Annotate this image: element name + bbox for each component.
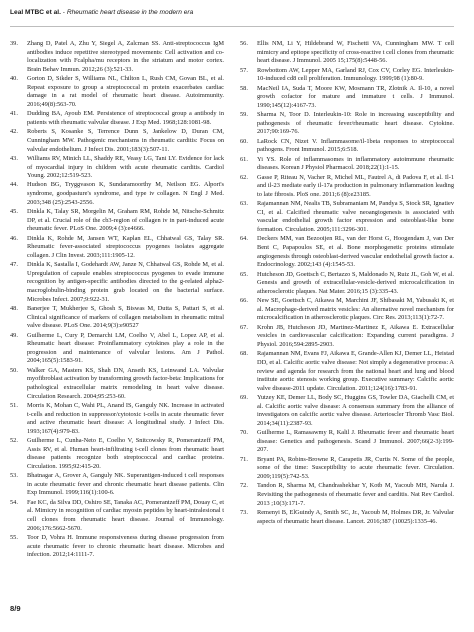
reference-text: Guilherme L, Cunha-Neto E, Coelho V, Snitcowsky R, Pomerantzeff PM, Assis RV, et al. Human heart-infiltrating t-cell clones from rheumatic heart disease patients recognize both streptococcal and cardiac proteins. Circulation. 1995;92:415-20.	[27, 437, 224, 470]
reference-entry	[240, 429, 454, 455]
reference-text: Sharma N, Toor D. Interleukin-10: Role in increasing susceptibility and pathogenesis of rheumatic fever/rheumatic heart disease. Cytokine. 2017;90:169-76.	[257, 111, 454, 136]
reference-text: Roberts S, Kosanke S, Terrence Dunn S, Jankelow D, Duran CM, Cunningham MW. Pathogenic mechanisms in rheumatic carditis: Focus on valvular endothelium. J Infect Dis. 2001;183(3):507-11.	[27, 128, 224, 153]
reference-column-right	[240, 40, 454, 574]
reference-text: Dinkla K, Rohde M, Jansen WT, Kaplan EL, Chhatwal GS, Talay SR. Rheumatic fever-associated streptococcus pyogenes isolates aggregate collagen. J Clin Invest. 2003;111:1905-12.	[27, 234, 224, 259]
reference-number: 44.	[10, 181, 18, 189]
reference-entry	[240, 456, 454, 482]
reference-entry	[240, 271, 454, 297]
references-body	[10, 40, 454, 574]
reference-text: Morris K, Mohan C, Wahi PL, Anand IS, Ganguly NK. Increase in activated t-cells and reduction in suppressor/cytotoxic t-cells in acute rheumatic fever and active rheumatic heart disease: A longitudinal study. J Infect Dis. 1993;167(4):979-83.	[27, 401, 224, 435]
reference-number: 51.	[10, 401, 18, 409]
reference-number: 67.	[240, 323, 248, 331]
running-header	[10, 9, 454, 23]
reference-number: 47.	[10, 261, 18, 269]
reference-text: Guilherme L, Cury P, Demarchi LM, Coelho V, Abel L, Lopez AP, et al. Rheumatic heart disease: Proinflammatory cytokines play a role in the progression and maintenance of valvular lesions. Am J Pathol. 2004;165(5):1583-91.	[27, 331, 224, 365]
reference-number: 64.	[240, 235, 248, 243]
reference-text: Ellis NM, Li Y, Hildebrand W, Fischetti VA, Cunningham MW. T cell mimicry and epitope specificity of cross-reactive t cell clones from rheumatic heart disease. J Immunol. 2005 15;175(8):5448-56.	[257, 40, 454, 65]
reference-entry	[240, 482, 454, 508]
reference-number: 66.	[240, 297, 248, 305]
reference-number: 73.	[240, 509, 248, 517]
reference-number: 48.	[10, 304, 18, 312]
reference-entry	[240, 509, 454, 526]
reference-number: 45.	[10, 208, 18, 216]
reference-text: Rajamannan NM, Nealis TB, Subramaniam M, Pandya S, Stock SR, Ignatiev CI, et al. Calcified rheumatic valve neoangiogenesis is associated with vascular endothelial growth factor expression and osteoblast-like bone formation. Circulation. 2005;111:3296-301.	[257, 200, 454, 234]
reference-entry	[10, 110, 224, 127]
reference-number: 55.	[10, 534, 18, 541]
reference-entry	[240, 394, 454, 428]
reference-text: Remenyi B, ElGuindy A, Smith SC, Jr., Yacoub M, Holmes DR, Jr. Valvular aspects of rheumatic heart disease. Lancet. 2016;387 (10025):1335-46.	[257, 509, 454, 525]
page-number: 8/9	[10, 604, 21, 613]
reference-text: Toor D, Vohra H. Immune responsiveness during disease progression from acute rheumatic fever to chronic rheumatic heart disease. Microbes and infection. 2012;14:1111-7.	[27, 534, 224, 559]
reference-text: Dudding BA, Ayoub EM. Persistence of streptococcal group a antibody in patients with rheumatic valvular disease. J Exp Med. 1968;128:1081-98.	[27, 110, 224, 126]
reference-entry	[10, 499, 224, 533]
reference-entry	[10, 534, 224, 560]
reference-entry	[10, 235, 224, 261]
reference-entry	[240, 85, 454, 111]
header-rule	[10, 26, 454, 27]
reference-text: Bhatnagar A, Grover A, Ganguly NK. Superantigen-induced t cell responses in acute rheumatic fever and chronic rheumatic heart disease patients. Clin Exp Immunol. 1999;116(1):100-6.	[27, 472, 224, 497]
header-authors: Leal MTBC et al.	[10, 9, 61, 16]
reference-text: Banerjee T, Mukherjee S, Ghosh S, Biswas M, Dutta S, Pattari S, et al. Clinical significance of markers of collagen metabolism in rheumatic mitral valve disease. PLoS One. 2014;9(3):e90527	[27, 304, 224, 330]
reference-number: 53.	[10, 472, 18, 480]
reference-text: Rowbottom AW, Lepper MA, Garland RJ, Cox CV, Corley EG. Interleukin-10-induced cd8 cell proliferation. Immunology. 1999;98 (1):80-9.	[257, 66, 454, 83]
reference-entry	[10, 181, 224, 207]
reference-entry	[240, 156, 454, 173]
reference-number: 72.	[240, 482, 248, 490]
reference-entry	[240, 40, 454, 66]
reference-number: 68.	[240, 350, 248, 358]
reference-number: 60.	[240, 137, 248, 145]
reference-number: 59.	[240, 111, 248, 119]
reference-entry	[10, 472, 224, 498]
reference-number: 62.	[240, 173, 248, 181]
reference-text: Dinkla K, Talay SR, Morgelin M, Graham RM, Rohde M, Nitsche-Schmitz DP, et al. Crucial role of the cb3-region of collagen iv in pari-induced acute rheumatic fever. PLoS One. 2009;4 (3):e4666.	[27, 208, 224, 233]
reference-number: 69.	[240, 394, 248, 402]
reference-entry	[10, 305, 224, 331]
reference-text: New SE, Goettsch C, Aikawa M, Marchini JF, Shibasaki M, Yabusaki K, et al. Macrophage-derived matrix vesicles: An alternative novel mechanism for microcalcification in atherosclerotic plaques. Circ Res. 2013;113(1):72-7.	[257, 297, 454, 322]
reference-text: Zhang D, Patel A, Zhu Y, Siegel A, Zalcman SS. Anti-streptococcus IgM antibodies induce repetitive stereotyped movements: Cell activation and co-localization with Fcalpha/mu receptors in the striatum and motor cortex. Brain Behav Immun. 2012;26 (3):521-33.	[27, 40, 224, 73]
reference-number: 52.	[10, 437, 18, 445]
reference-text: MacNeil IA, Suda T, Moore KW, Mosmann TR, Zlotnik A. Il-10, a novel growth cofactor for mature and immature t cells. J Immunol. 1990;145(12):4167-73.	[257, 84, 454, 109]
reference-text: Gasse P, Riteau N, Vacher R, Michel ML, Fautrel A, di Padova F, et al. Il-1 and il-23 mediate early il-17a production in pulmonary inflammation leading to late fibrosis. PloS one. 2011;6 (8):e23185.	[257, 173, 454, 198]
reference-number: 61.	[240, 155, 248, 163]
reference-number: 57.	[240, 66, 248, 74]
reference-text: Rajamannan NM, Evans FJ, Aikawa E, Grande-Allen KJ, Demer LL, Heistad DD, et al. Calcific aortic valve disease: Not simply a degenerative process: A review and agenda for research from the national heart and lung and blood institute aortic stenosis working group. Executive summary: Calcific aortic valve disease-2011 update. Circulation. 2011;124(16):1783-91.	[257, 350, 454, 392]
reference-text: Fae KC, da Silva DD, Oshiro SE, Tanaka AC, Pomerantzeff PM, Douay C, et al. Mimicry in recognition of cardiac myosin peptides by heart-intralesional t cell clones from rheumatic heart disease. Journal of Immunology. 2006;176:5662-5670.	[27, 498, 224, 532]
reference-number: 40.	[10, 75, 18, 83]
reference-text: LaRock CN, Nizet V. Inflammasome/il-1beta responses to streptococcal pathogens. Front Immunol. 2015;6:518.	[257, 137, 454, 154]
reference-number: 49.	[10, 331, 18, 339]
reference-entry	[10, 402, 224, 436]
reference-entry	[10, 40, 224, 74]
reference-entry	[240, 174, 454, 200]
reference-entry	[10, 367, 224, 401]
reference-text: Bryant PA, Robins-Browne R, Carapetis JR, Curtis N. Some of the people, some of the time: Susceptibility to acute rheumatic fever. Circulation. 2009;119(5):742-53.	[257, 455, 454, 481]
reference-text: Williams RV, Minich LL, Shaddy RE, Veasy LG, Tani LY. Evidence for lack of myocardial injury in children with acute rheumatic carditis. Cardiol Young. 2002;12:519-523.	[27, 154, 224, 180]
reference-text: Hutcheson JD, Goettsch C, Bertazzo S, Maldonado N, Ruiz JL, Goh W, et al. Genesis and growth of extracellular-vesicle-derived microcalcification in atherosclerotic plaques. Nat Mater. 2016;15 (3):335-43.	[257, 270, 454, 295]
reference-text: Gorton D, Sikder S, Williams NL, Chilton L, Rush CM, Govan BL, et al. Repeat exposure to group a streptococcal m protein exacerbates cardiac damage in a rat model of rheumatic heart disease. Autoimmunity. 2016;49(8):563-70.	[27, 75, 224, 108]
reference-number: 41.	[10, 110, 18, 118]
reference-number: 71.	[240, 455, 248, 463]
reference-text: Hudson BG, Tryggvason K, Sundaramoorthy M, Neilson EG. Alport's syndrome, goodpasture's syndrome, and type iv collagen. N Engl J Med. 2003;348 (25):2543-2556.	[27, 181, 224, 206]
reference-entry	[240, 200, 454, 234]
reference-entry	[10, 155, 224, 181]
reference-entry	[10, 332, 224, 366]
reference-entry	[10, 75, 224, 109]
reference-text: Yutzey KE, Demer LL, Body SC, Huggins GS, Towler DA, Giachelli CM, et al. Calcific aortic valve disease: A consensus summary from the alliance of investigators on calcific aortic valve disease. Arterioscler Thromb Vasc Biol. 2014;34(11):2387-93.	[257, 394, 454, 427]
reference-entry	[240, 111, 454, 137]
reference-number: 39.	[10, 40, 18, 47]
reference-text: Dinkla K, Sastalla I, Godehardt AW, Janze N, Chhatwal GS, Rohde M, et al. Upregulation of capsule enables streptococcus pyogenes to evade immune recognition by antigen-specific antibodies directed to the g-related alpha2-macroglobulin-binding protein grab located on the bacterial surface. Microbes Infect. 2007;9:922-31.	[27, 261, 224, 303]
reference-text: Tandon R, Sharma M, Chandrashekhar Y, Kotb M, Yacoub MH, Narula J. Revisiting the pathogenesis of rheumatic fever and carditis. Nat Rev Cardiol. 2013 ;10(3):171-7.	[257, 482, 454, 507]
reference-entry	[10, 437, 224, 471]
reference-entry	[240, 324, 454, 350]
reference-number: 42.	[10, 128, 18, 136]
reference-number: 63.	[240, 200, 248, 208]
reference-entry	[240, 297, 454, 323]
reference-text: Guilherme L, Ramasawmy R, Kalil J. Rheumatic fever and rheumatic heart disease: Genetics and pathogenesis. Scand J Immunol. 2007;66(2-3):199-207.	[257, 429, 454, 454]
reference-text: Yi YS. Role of inflammasomes in inflammatory autoimmune rheumatic diseases. Korean J Physiol Pharmacol. 2018;22(1):1-15.	[257, 155, 454, 172]
reference-number: 54.	[10, 498, 18, 506]
reference-number: 46.	[10, 234, 18, 242]
header-separator: -	[60, 9, 67, 16]
reference-text: Walker GA, Masters KS, Shah DN, Anseth KS, Leinwand LA. Valvular myofibroblast activation by transforming growth factor-beta: Implications for pathological extracellular matrix remodeling in heart valve disease. Circulation Research. 2004;95:253-60.	[27, 366, 224, 400]
reference-number: 43.	[10, 154, 18, 162]
reference-entry	[10, 208, 224, 234]
reference-text: Krohn JB, Hutcheson JD, Martinez-Martinez E, Aikawa E. Extracellular vesicles in cardiovascular calcification: Expanding current paradigms. J Physiol. 2016;594:2895-2903.	[257, 323, 454, 348]
reference-number: 58.	[240, 84, 248, 92]
reference-entry	[10, 261, 224, 304]
reference-number: 65.	[240, 270, 248, 278]
reference-entry	[240, 350, 454, 393]
reference-column-left	[10, 40, 224, 574]
reference-text: Deckers MM, van Bezooijen RL, van der Horst G, Hoogendam J, van Der Bent C, Papapoulos SE, et al. Bone morphogenetic proteins stimulate angiogenesis through osteoblast-derived vascular endothelial growth factor a. Endocrinology. 2002;143 (4):1545-53.	[257, 235, 454, 269]
reference-entry	[240, 138, 454, 155]
reference-entry	[10, 128, 224, 154]
reference-number: 56.	[240, 40, 248, 47]
reference-entry	[240, 67, 454, 84]
reference-number: 70.	[240, 429, 248, 437]
header-journal-title: Rheumatic heart disease in the modern era	[66, 9, 194, 16]
reference-number: 50.	[10, 366, 18, 374]
reference-entry	[240, 235, 454, 269]
